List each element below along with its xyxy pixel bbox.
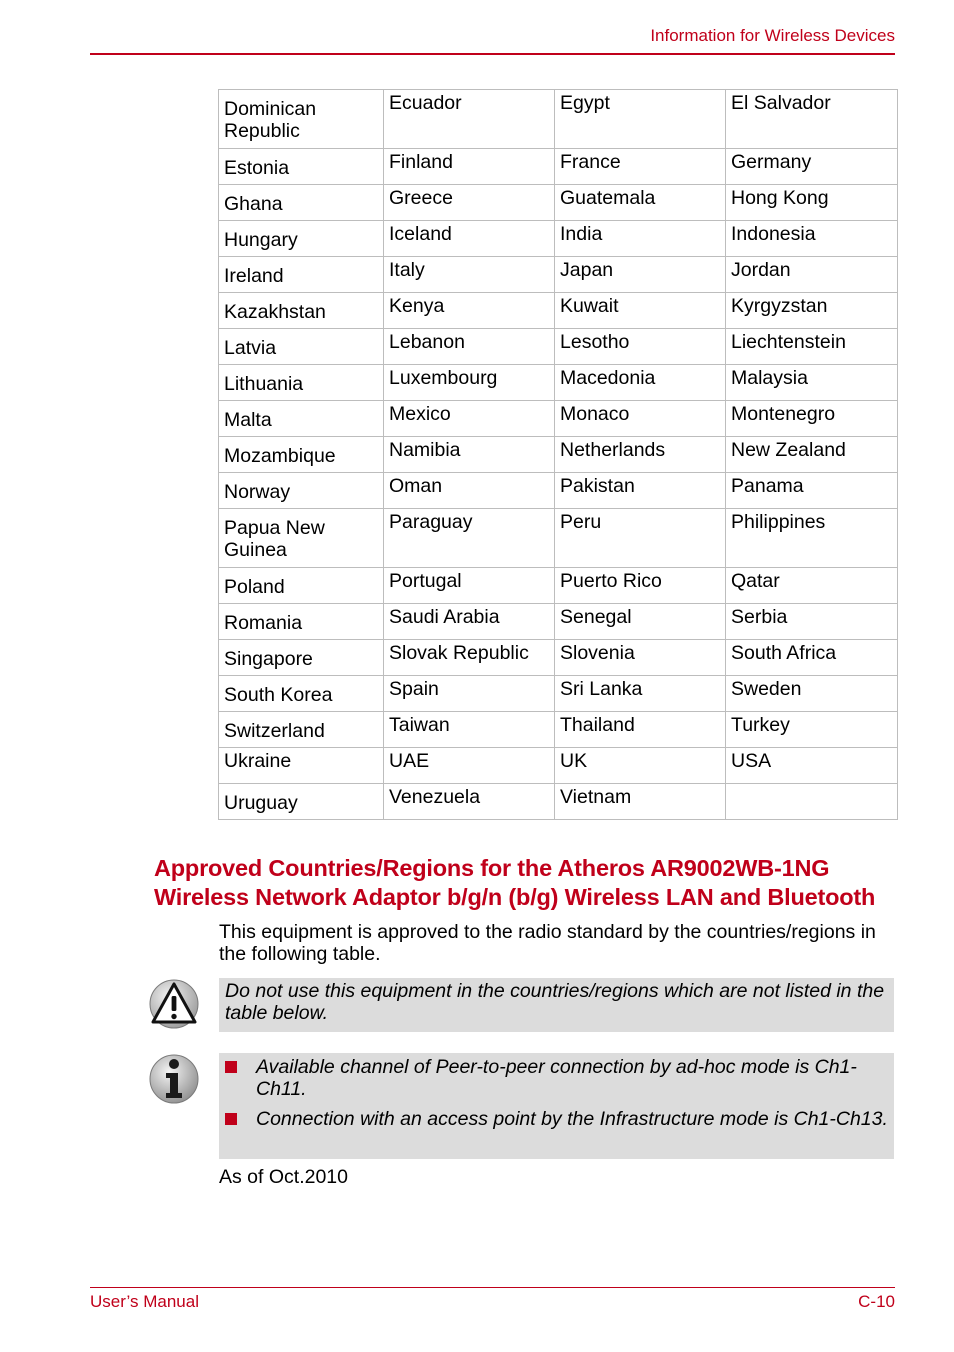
table-row [219, 90, 898, 149]
table-cell: France [555, 149, 726, 185]
table-cell: Hungary [219, 221, 384, 257]
table-cell: UAE [384, 748, 555, 784]
table-cell: Senegal [555, 604, 726, 640]
bullet-square-icon [225, 1113, 237, 1125]
table-cell: Panama [726, 473, 898, 509]
table-cell: Estonia [219, 149, 384, 185]
section-heading-line-2: Wireless Network Adaptor b/g/n (b/g) Wireless LAN and Bluetooth [154, 884, 876, 910]
table-row [219, 437, 898, 473]
table-cell: Kenya [384, 293, 555, 329]
table-cell: Uruguay [219, 784, 384, 820]
table-row [219, 473, 898, 509]
table-cell: USA [726, 748, 898, 784]
table-cell: Saudi Arabia [384, 604, 555, 640]
table-row [219, 365, 898, 401]
table-cell [726, 784, 898, 820]
table-cell: Iceland [384, 221, 555, 257]
countries-table [218, 89, 898, 820]
footer-manual-title: User’s Manual [90, 1292, 199, 1311]
warning-note: Do not use this equipment in the countries/regions which are not listed in the table below. [219, 978, 894, 1032]
as-of-date: As of Oct.2010 [219, 1166, 348, 1188]
table-cell: Ghana [219, 185, 384, 221]
table-cell: Spain [384, 676, 555, 712]
table-cell: Liechtenstein [726, 329, 898, 365]
info-note-item-text: Connection with an access point by the Infrastructure mode is Ch1-Ch13. [256, 1108, 888, 1130]
info-note [219, 1053, 894, 1159]
table-row [219, 712, 898, 748]
table-row [219, 293, 898, 329]
table-cell: Pakistan [555, 473, 726, 509]
table-cell: Malaysia [726, 365, 898, 401]
table-cell: Ukraine [219, 748, 384, 784]
table-row [219, 640, 898, 676]
table-cell: Lesotho [555, 329, 726, 365]
table-cell: Kyrgyzstan [726, 293, 898, 329]
table-cell: Paraguay [384, 509, 555, 568]
table-row [219, 509, 898, 568]
table-row [219, 329, 898, 365]
table-cell: Slovak Republic [384, 640, 555, 676]
table-cell: Turkey [726, 712, 898, 748]
table-cell: Switzerland [219, 712, 384, 748]
table-cell: Lebanon [384, 329, 555, 365]
table-cell: Montenegro [726, 401, 898, 437]
table-cell: Norway [219, 473, 384, 509]
section-heading-line-1: Approved Countries/Regions for the Atheros AR9002WB-1NG [154, 855, 830, 881]
table-cell: Kuwait [555, 293, 726, 329]
countries-table-body [219, 90, 898, 820]
info-note-item [219, 1056, 888, 1100]
table-cell: Malta [219, 401, 384, 437]
table-cell: Romania [219, 604, 384, 640]
table-cell: Luxembourg [384, 365, 555, 401]
table-cell: Monaco [555, 401, 726, 437]
table-row [219, 149, 898, 185]
table-cell: Vietnam [555, 784, 726, 820]
footer-page-number: C-10 [858, 1292, 895, 1311]
table-row [219, 604, 898, 640]
table-cell: Greece [384, 185, 555, 221]
table-cell: Lithuania [219, 365, 384, 401]
table-cell: Ecuador [384, 90, 555, 149]
table-cell: Puerto Rico [555, 568, 726, 604]
table-row [219, 568, 898, 604]
table-cell: Oman [384, 473, 555, 509]
table-cell: Kazakhstan [219, 293, 384, 329]
table-cell: Egypt [555, 90, 726, 149]
table-cell: Sri Lanka [555, 676, 726, 712]
info-icon [148, 1053, 200, 1105]
table-cell: Finland [384, 149, 555, 185]
table-cell: UK [555, 748, 726, 784]
table-cell: New Zealand [726, 437, 898, 473]
table-cell: Dominican Republic [219, 90, 384, 149]
info-note-item [219, 1108, 888, 1130]
table-cell: Peru [555, 509, 726, 568]
table-cell: Poland [219, 568, 384, 604]
table-cell: South Korea [219, 676, 384, 712]
table-cell: Hong Kong [726, 185, 898, 221]
table-cell: Qatar [726, 568, 898, 604]
table-cell: Germany [726, 149, 898, 185]
header-divider [90, 53, 895, 55]
table-row [219, 784, 898, 820]
intro-paragraph: This equipment is approved to the radio standard by the countries/regions in the following table. [219, 921, 876, 965]
table-row [219, 257, 898, 293]
table-cell: Mozambique [219, 437, 384, 473]
table-cell: El Salvador [726, 90, 898, 149]
table-cell: Italy [384, 257, 555, 293]
table-cell: Serbia [726, 604, 898, 640]
table-row [219, 676, 898, 712]
table-cell: Taiwan [384, 712, 555, 748]
table-cell: Netherlands [555, 437, 726, 473]
bullet-square-icon [225, 1061, 237, 1073]
table-cell: Slovenia [555, 640, 726, 676]
table-cell: Mexico [384, 401, 555, 437]
table-cell: Latvia [219, 329, 384, 365]
table-cell: Indonesia [726, 221, 898, 257]
footer-divider [90, 1287, 895, 1288]
section-heading [154, 854, 914, 912]
table-cell: Macedonia [555, 365, 726, 401]
table-cell: Jordan [726, 257, 898, 293]
table-cell: Sweden [726, 676, 898, 712]
info-note-item-text: Available channel of Peer-to-peer connection by ad-hoc mode is Ch1-Ch11. [256, 1056, 857, 1100]
table-row [219, 748, 898, 784]
table-cell: Portugal [384, 568, 555, 604]
table-cell: India [555, 221, 726, 257]
table-cell: Thailand [555, 712, 726, 748]
table-row [219, 221, 898, 257]
table-cell: Japan [555, 257, 726, 293]
warning-triangle-icon [148, 978, 200, 1030]
table-cell: Papua New Guinea [219, 509, 384, 568]
table-cell: Philippines [726, 509, 898, 568]
table-row [219, 401, 898, 437]
table-cell: Singapore [219, 640, 384, 676]
table-cell: Ireland [219, 257, 384, 293]
table-cell: Namibia [384, 437, 555, 473]
table-cell: South Africa [726, 640, 898, 676]
table-cell: Venezuela [384, 784, 555, 820]
page-header-title: Information for Wireless Devices [650, 26, 895, 45]
table-cell: Guatemala [555, 185, 726, 221]
table-row [219, 185, 898, 221]
